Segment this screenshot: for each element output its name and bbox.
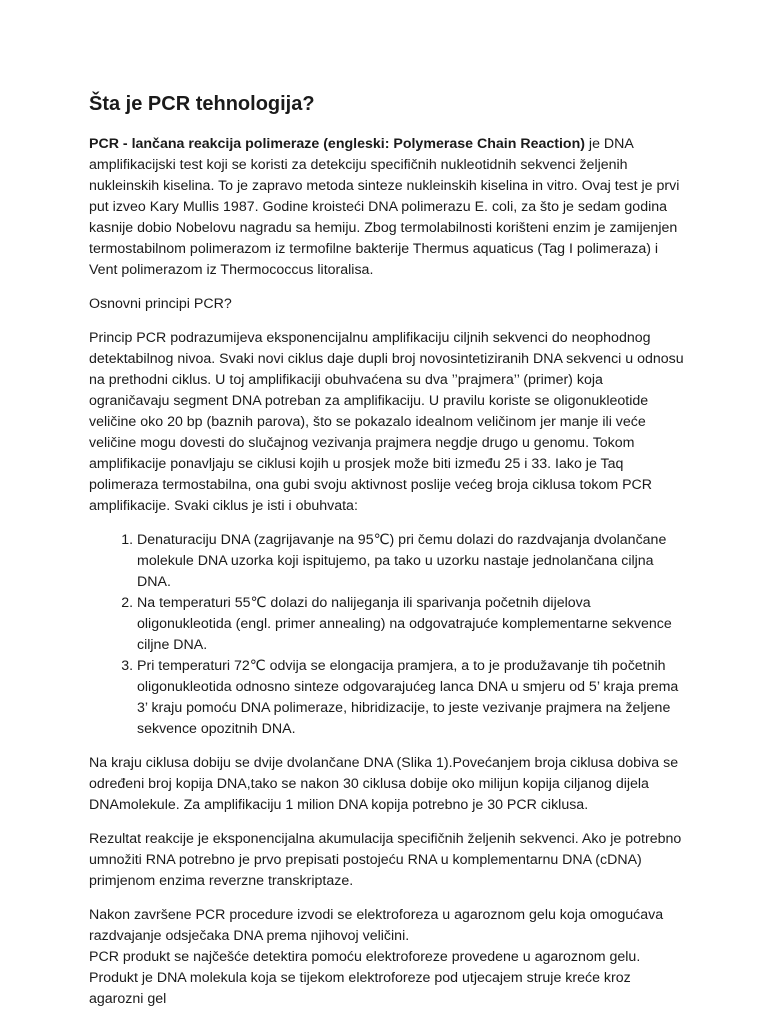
cycle-steps-list xyxy=(89,530,684,740)
subheading: Osnovni principi PCR? xyxy=(89,296,232,312)
intro-lead: PCR - lančana reakcija polimeraze (engleski: Polymerase Chain Reaction) xyxy=(89,136,585,152)
list-item: 2. Na temperaturi 55℃ dolazi do nalijeganja ili sparivanja početnih dijelova oligonukleotida (engl. primer annealing) na odgovatrajuće komplementarne sekvence ciljne DNA. xyxy=(137,593,684,656)
page-title: Šta je PCR tehnologija? xyxy=(89,93,315,115)
intro-rest: je DNA amplifikacijski test koji se koristi za detekciju specifičnih nukleotidnih sekvenci željenih nukleinskih kiselina. To je zapravo metoda sinteze nukleinskih kiselina in vitro. Ovaj test je prvi put izveo Kary Mullis 1987. Godine kroisteći DNA polimerazu E. coli, za što je sedam godina kasnije dobio Nobelovu nagradu sa hemiju. Zbog termolabilnosti korišteni enzim je zamijenjen termostabilnom polimerazom iz termofilne bakterije Thermus aquaticus (Tag I polimeraza) i Vent polimerazom iz Thermococcus litoralisa. xyxy=(89,136,680,278)
electrophoresis-paragraph-2: PCR produkt se najčešće detektira pomoću elektroforeze provedene u agaroznom gelu. Produkt je DNA molekula koja se tijekom elektroforeze pod utjecajem struje kreće kroz agarozni gel xyxy=(89,949,641,1007)
electrophoresis-paragraph-1: Nakon završene PCR procedure izvodi se elektroforeza u agaroznom gelu koja omogućava razdvajanje odsječaka DNA prema njihovoj veličini. xyxy=(89,907,664,944)
list-item: 1. Denaturaciju DNA (zagrijavanje na 95℃) pri čemu dolazi do razdvajanja dvolančane molekule DNA uzorka koji ispitujemo, pa tako u uzorku nastaje jednolančana ciljna DNA. xyxy=(137,530,684,593)
intro-paragraph xyxy=(89,134,684,281)
cycle-end-paragraph: Na kraju ciklusa dobiju se dvije dvolančane DNA (Slika 1).Povećanjem broja ciklusa dobiva se određeni broj kopija DNA,tako se nakon 30 ciklusa dobije oko milijun kopija ciljanog dijela DNAmolekule. Za amplifikaciju 1 milion DNA kopija potrebno je 30 PCR ciklusa. xyxy=(89,755,679,813)
result-paragraph: Rezultat reakcije je eksponencijalna akumulacija specifičnih željenih sekvenci. Ako je potrebno umnožiti RNA potrebno je prvo prepisati postojeću RNA u komplementarnu DNA (cDNA) primjenom enzima reverzne transkriptaze. xyxy=(89,831,682,889)
principle-paragraph: Princip PCR podrazumijeva eksponencijalnu amplifikaciju ciljnih sekvenci do neophodnog detektabilnog nivoa. Svaki novi ciklus daje dupli broj novosintetiziranih DNA sekvenci u odnosu na prethodni ciklus. U toj amplifikaciji obuhvaćena su dva ’’prajmera’’ (primer) koja ograničavaju segment DNA potreban za amplifikaciju. U pravilu koriste se oligonukleotide veličine oko 20 bp (baznih parova), što se pokazalo idealnom veličinom jer manje ili veće veličine mogu dovesti do slučajnog vezivanja prajmera negdje drugo u genomu. Tokom amplifikacije ponavljaju se ciklusi kojih u prosjek može biti između 25 i 33. Iako je Taq polimeraza termostabilna, ona gubi svoju aktivnost poslije većeg broja ciklusa tokom PCR amplifikacije. Svaki ciklus je isti i obuhvata: xyxy=(89,330,684,514)
list-item: 3. Pri temperaturi 72℃ odvija se elongacija pramjera, a to je produžavanje tih početnih oligonukleotida odnosno sinteze odgovarajućeg lanca DNA u smjeru od 5’ kraja prema 3’ kraju pomoću DNA polimeraze, hibridizacije, to jeste vezivanje prajmera na željene sekvence opozitnih DNA. xyxy=(137,656,684,740)
